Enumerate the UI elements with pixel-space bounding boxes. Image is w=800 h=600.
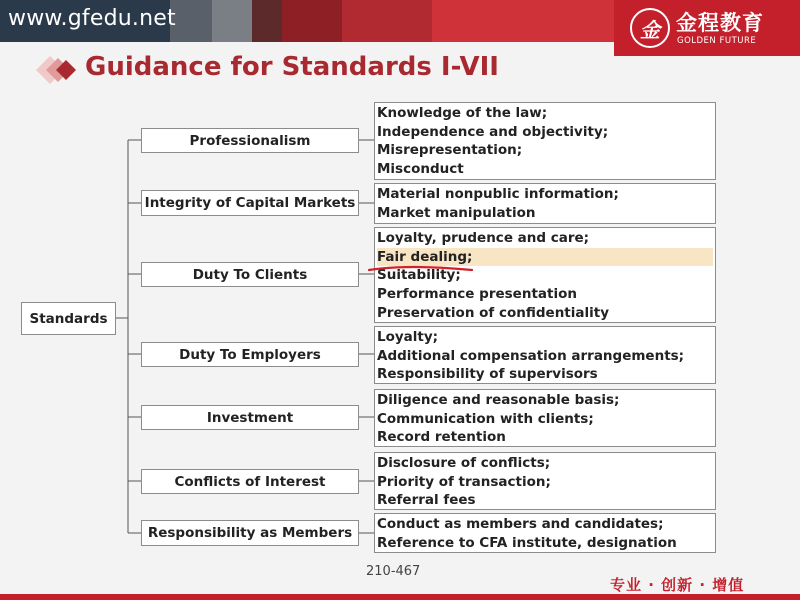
root-standards-box: Standards [21,302,116,335]
detail-item: Conduct as members and candidates; [377,516,664,532]
category-professionalism: Professionalism [141,128,359,153]
detail-item: Reference to CFA institute, designation [377,534,677,551]
brand-name: 金程教育 [676,11,764,35]
detail-item: Additional compensation arrangements; [377,347,685,364]
detail-item: Communication with clients; [377,410,594,427]
footer-bar [0,594,800,600]
category-integrity-of-capital-markets: Integrity of Capital Markets [141,190,359,216]
detail-item: Preservation of confidentiality [377,304,610,321]
detail-item: Misrepresentation; [377,142,523,159]
detail-item: Independence and objectivity; [377,123,609,140]
detail-item: Priority of transaction; [377,473,551,490]
category-duty-to-clients: Duty To Clients [141,262,359,287]
detail-item: Disclosure of conflicts; [377,455,551,471]
detail-item: Diligence and reasonable basis; [377,392,620,408]
detail-item: Loyalty, prudence and care; [377,230,590,246]
detail-item: Referral fees [377,492,476,509]
slogan: 专业 · 创新 · 增值 [610,576,745,594]
detail-item: Market manipulation [377,204,536,221]
category-investment: Investment [141,405,359,430]
detail-item: Record retention [377,429,506,446]
category-responsibility-as-members: Responsibility as Members [141,520,359,546]
category-duty-to-employers: Duty To Employers [141,342,359,367]
detail-item: Suitability; [377,267,461,284]
detail-item: Material nonpublic information; [377,186,619,202]
detail-item: Performance presentation [377,286,577,303]
site-url[interactable]: www.gfedu.net [8,6,176,31]
page-title: Guidance for Standards I-VII [85,52,499,82]
category-conflicts-of-interest: Conflicts of Interest [141,469,359,494]
detail-item: Knowledge of the law; [377,105,548,121]
detail-item: Misconduct [377,161,464,178]
page-code: 210-467 [366,564,421,579]
detail-item: Loyalty; [377,329,439,345]
logo-icon: 金 [630,8,670,48]
detail-item-highlighted: Fair dealing; [377,248,713,267]
brand-tagline: GOLDEN FUTURE [677,36,757,46]
detail-item: Responsibility of supervisors [377,366,598,383]
